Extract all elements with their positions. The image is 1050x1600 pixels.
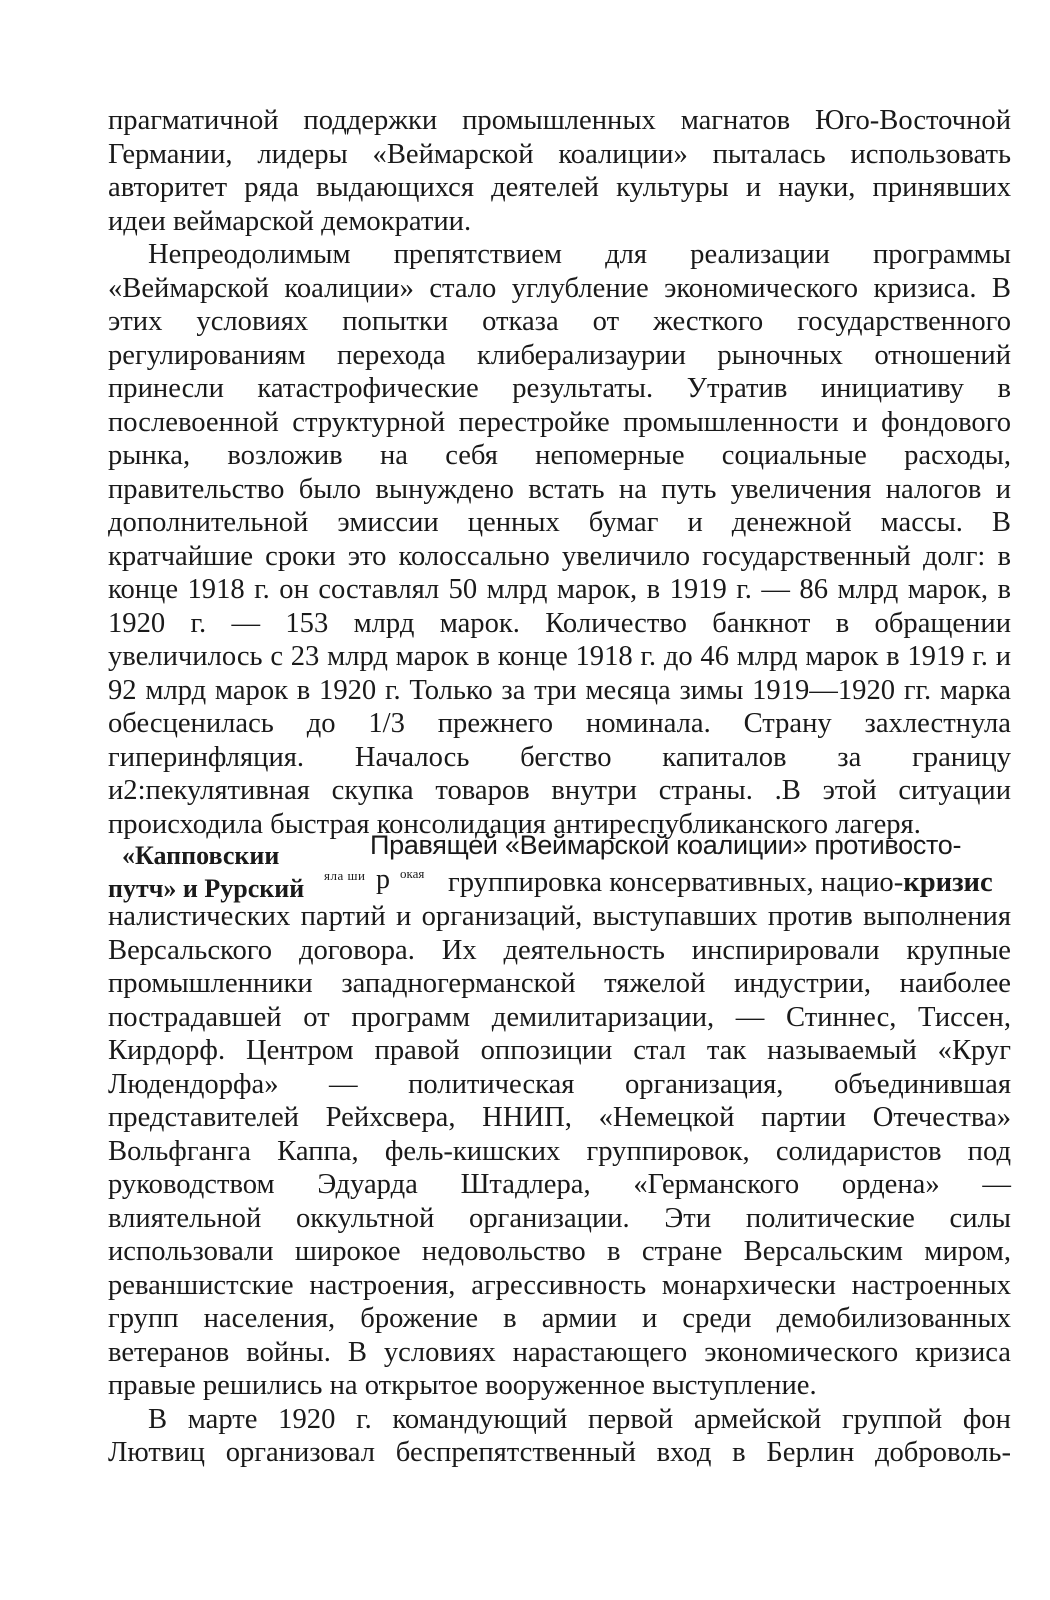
text-line: Германии, лидеры «Веймарской коалиции» пыталась использовать	[108, 138, 1011, 170]
section-heading-row	[108, 830, 1011, 903]
section-title-line: «Капповскии	[122, 841, 280, 870]
text-line: Людендорфа» — политическая организация, объединившая	[108, 1068, 1011, 1100]
ocr-fragment: р	[376, 864, 390, 895]
paragraph-4	[108, 1403, 1011, 1470]
text-line: гиперинфляция. Началось бегство капиталов за границу	[108, 741, 1011, 773]
text-line: идеи веймарской демократии.	[108, 205, 472, 237]
section-title-line: путч» и Рурский	[108, 874, 305, 903]
text-line	[448, 866, 993, 900]
text-line: послевоенной структурной перестройке промышленности и фондового	[108, 406, 1011, 438]
text-line: Непреодолимым препятствием для реализации программы	[148, 239, 1011, 270]
text-line: и2:пекулятивная скупка товаров внутри страны. .В этой ситуации	[108, 775, 1011, 806]
text-fragment: группировка консервативных, нацио-	[448, 867, 904, 898]
paragraph-3	[108, 900, 1011, 1403]
text-line: 92 млрд марок в 1920 г. Только за три месяца зимы 1919—1920 гг. марка	[108, 674, 1011, 706]
margin-keyword: кризис	[903, 867, 993, 898]
text-line: правые решились на открытое вооруженное выступление.	[108, 1370, 817, 1401]
overlapping-text-line: Правящей «Веймарской коалиции» противосто-	[370, 830, 962, 860]
text-line: прагматичной поддержки промышленных магнатов Юго-Восточной	[108, 105, 1011, 136]
text-line: промышленники западногерманской тяжелой индустрии, наиболее	[108, 968, 1011, 999]
text-line: реваншистские настроения, агрессивность монархически настроенных	[108, 1269, 1011, 1301]
text-line: конце 1918 г. он составлял 50 млрд марок, в 1919 г. — 86 млрд марок, в	[108, 574, 1011, 605]
text-line: влиятельной оккультной организации. Эти политические силы	[108, 1202, 1011, 1234]
text-line: групп населения, брожение в армии и среди демобилизованных	[108, 1303, 1011, 1334]
text-line: Вольфганга Каппа, фель-кишских группировок, солидаристов под	[108, 1135, 1011, 1167]
text-line: увеличилось с 23 млрд марок в конце 1918 г. до 46 млрд марок в 1919 г. и	[108, 641, 1011, 672]
text-line: Лютвиц организовал беспрепятственный вход в Берлин доброволь-	[108, 1437, 1011, 1468]
text-line: ветеранов войны. В условиях нарастающего экономического кризиса	[108, 1336, 1011, 1368]
text-line: представителей Рейхсвера, ННИП, «Немецкой партии Отечества»	[108, 1102, 1011, 1133]
ocr-fragment: яла ши	[324, 868, 366, 883]
document-body	[108, 104, 1011, 1470]
text-line: Версальского договора. Их деятельность инспирировали крупные	[108, 934, 1011, 966]
text-line: 1920 г. — 153 млрд марок. Количество банкнот в обращении	[108, 607, 1011, 639]
section-title	[108, 839, 304, 905]
text-line: использовали широкое недовольство в стране Версальским миром,	[108, 1236, 1011, 1267]
text-line: рынка, возложив на себя непомерные социальные расходы,	[108, 440, 1011, 471]
text-line: регулированиям перехода клиберализаурии рыночных отношений	[108, 339, 1011, 371]
text-line: этих условиях попытки отказа от жесткого государственного	[108, 306, 1011, 337]
text-line: правительство было вынуждено встать на путь увеличения налогов и	[108, 473, 1011, 505]
text-line: дополнительной эмиссии ценных бумаг и денежной массы. В	[108, 507, 1011, 538]
text-line: руководством Эдуарда Штадлера, «Германского ордена» —	[108, 1169, 1011, 1200]
paragraph-2	[108, 238, 1011, 841]
text-line: Кирдорф. Центром правой оппозиции стал так называемый «Круг	[108, 1035, 1011, 1066]
ocr-fragment: окая	[400, 866, 425, 881]
text-line: пострадавшей от программ демилитаризации, — Стиннес, Тиссен,	[108, 1001, 1011, 1033]
text-line: В марте 1920 г. командующий первой армейской группой фон	[148, 1403, 1011, 1435]
text-line: обесценилась до 1/3 прежнего номинала. Страну захлестнула	[108, 708, 1011, 739]
text-line: «Веймарской коалиции» стало углубление экономического кризиса. В	[108, 272, 1011, 304]
text-line: авторитет ряда выдающихся деятелей культуры и науки, принявших	[108, 172, 1011, 203]
text-line: кратчайшие сроки это колоссально увеличило государственный долг: в	[108, 540, 1011, 572]
text-line: налистических партий и организаций, выступавших против выполнения	[108, 901, 1011, 932]
paragraph-1	[108, 104, 1011, 238]
text-line: происходила быстрая консолидация антиреспубликанского лагеря.	[108, 808, 921, 840]
text-line: принесли катастрофические результаты. Утратив инициативу в	[108, 373, 1011, 404]
